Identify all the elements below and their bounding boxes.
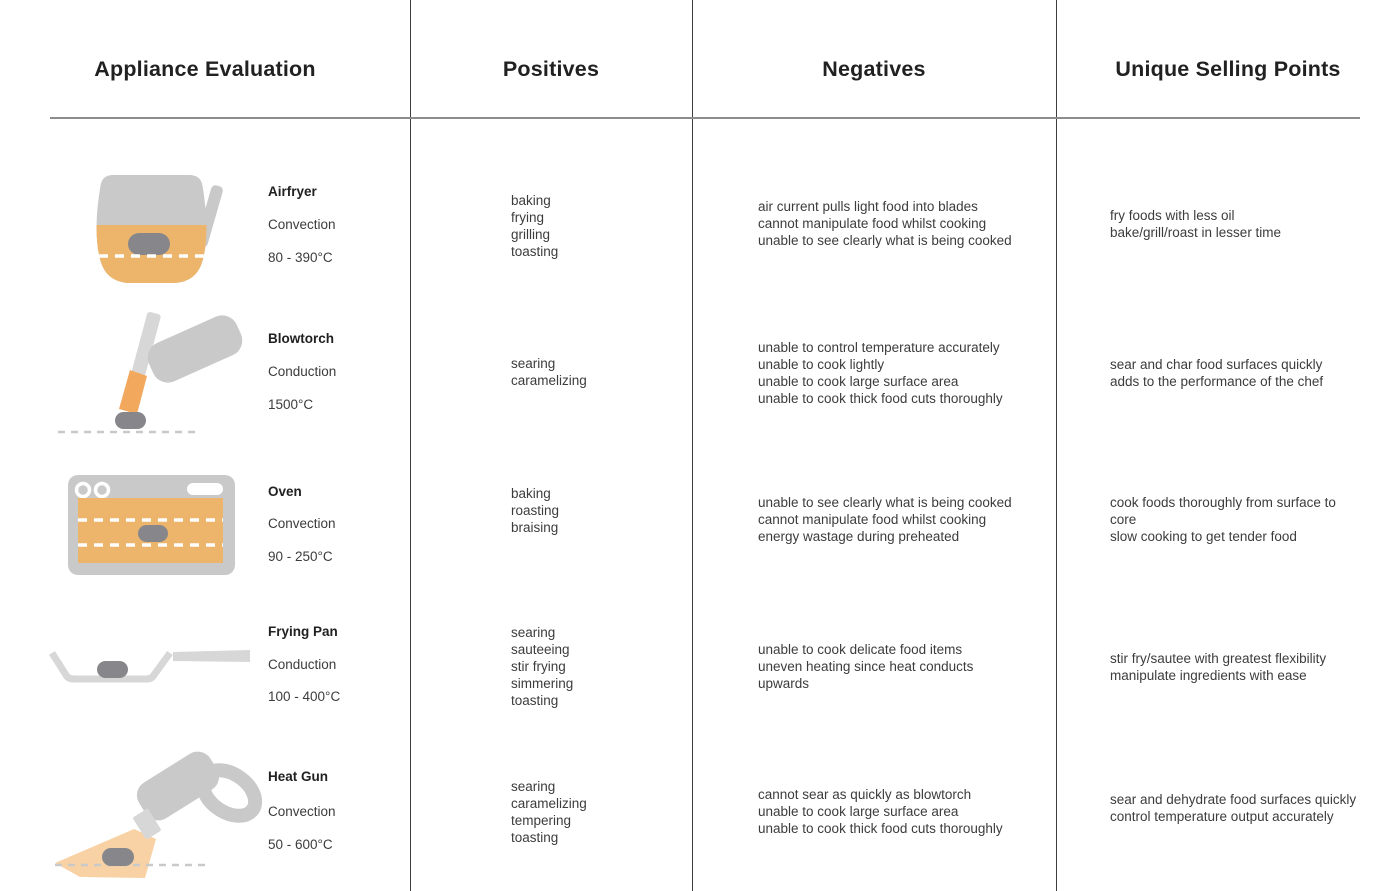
heat-transfer-type: Convection [268, 217, 336, 232]
positives-list: baking frying grilling toasting [511, 193, 559, 259]
temperature-range: 100 - 400°C [268, 689, 341, 704]
food-pill [97, 661, 128, 678]
heat-transfer-type: Convection [268, 804, 336, 819]
usp-list: fry foods with less oil bake/grill/roast in lesser time [1110, 208, 1282, 240]
appliance-name: Blowtorch [268, 331, 334, 346]
temperature-range: 1500°C [268, 397, 314, 412]
column-header-appliance-evaluation: Appliance Evaluation [94, 57, 316, 81]
column-divider [1056, 0, 1057, 891]
column-divider [692, 0, 693, 891]
airfryer-icon [85, 170, 240, 288]
pan-handle [173, 650, 250, 662]
negatives-list: unable to see clearly what is being cooked cannot manipulate food whilst cooking energy wastage during preheated [758, 495, 1012, 544]
oven-handle [187, 483, 223, 495]
appliance-name: Oven [268, 484, 302, 499]
heat-gun-icon [50, 745, 265, 885]
appliance-name: Heat Gun [268, 769, 329, 784]
appliance-name: Airfryer [268, 184, 317, 199]
appliance-name: Frying Pan [268, 624, 338, 639]
temperature-range: 50 - 600°C [268, 837, 333, 852]
column-divider [410, 0, 411, 891]
heat-transfer-type: Conduction [268, 657, 337, 672]
positives-list: searing caramelizing [511, 356, 587, 388]
usp-list: stir fry/sautee with greatest flexibility manipulate ingredients with ease [1110, 651, 1327, 683]
temperature-range: 90 - 250°C [268, 549, 333, 564]
oven-icon [65, 473, 240, 578]
food-pill [115, 412, 146, 429]
food-pill [102, 848, 134, 866]
food-pill [138, 525, 168, 542]
heat-gun-handle [194, 761, 263, 825]
negatives-list: cannot sear as quickly as blowtorch unable to cook large surface area unable to cook thick food cuts thoroughly [758, 787, 1003, 836]
usp-list: sear and char food surfaces quickly adds to the performance of the chef [1110, 357, 1324, 389]
usp-list: cook foods thoroughly from surface to core slow cooking to get tender food [1110, 495, 1336, 544]
blowtorch-icon [55, 310, 255, 440]
column-header-positives: Positives [502, 57, 600, 81]
negatives-list: air current pulls light food into blades cannot manipulate food whilst cooking unable to see clearly what is being cooked [758, 199, 1012, 248]
flame [119, 370, 147, 414]
column-header-negatives: Negatives [822, 57, 926, 81]
food-pill [128, 233, 170, 255]
temperature-range: 80 - 390°C [268, 250, 333, 265]
positives-list: baking roasting braising [511, 486, 560, 535]
column-header-unique-selling-points: Unique Selling Points [1115, 57, 1341, 81]
negatives-list: unable to control temperature accurately unable to cook lightly unable to cook large surface area unable to cook thick food cuts thoroughly [758, 340, 1003, 406]
heat-transfer-type: Convection [268, 516, 336, 531]
frying-pan-icon [45, 638, 260, 688]
usp-list: sear and dehydrate food surfaces quickly control temperature output accurately [1110, 792, 1357, 824]
negatives-list: unable to cook delicate food items uneven heating since heat conducts upwards [758, 642, 974, 691]
positives-list: searing caramelizing tempering toasting [511, 779, 587, 845]
heat-transfer-type: Conduction [268, 364, 337, 379]
header-rule [50, 117, 1360, 119]
positives-list: searing sauteeing stir frying simmering toasting [511, 625, 574, 708]
